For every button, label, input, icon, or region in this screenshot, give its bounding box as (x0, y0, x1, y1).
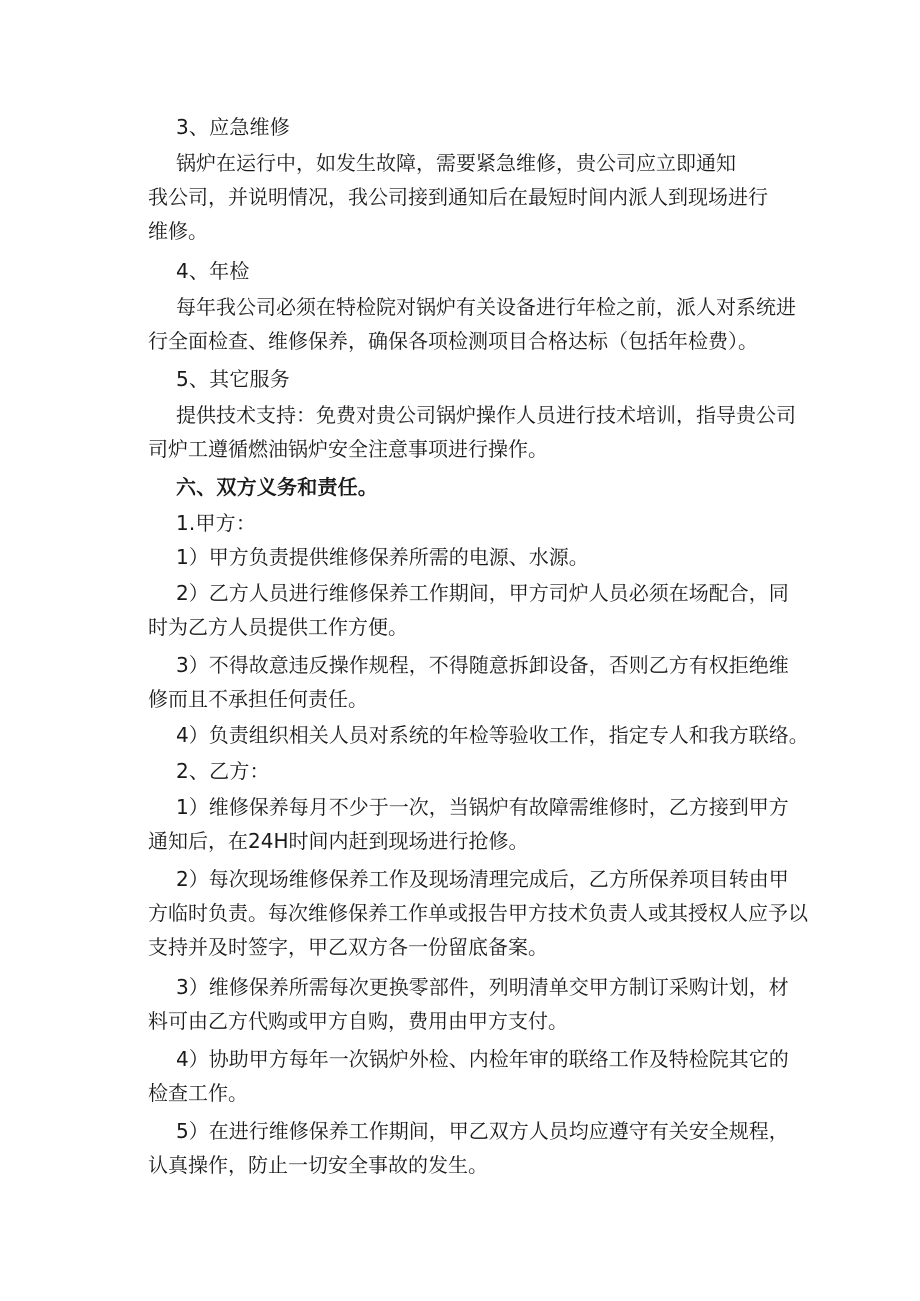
text-line: 2）乙方人员进行维修保养工作期间，甲方司炉人员必须在场配合，同 (176, 581, 789, 605)
text-line: 料可由乙方代购或甲方自购，费用由甲方支付。 (148, 1009, 568, 1033)
party-b-item-4 (148, 1042, 796, 1110)
party-b-heading: 2、乙方： (176, 759, 270, 783)
text-line: 维修。 (148, 219, 208, 243)
text-line: 检查工作。 (148, 1081, 248, 1105)
party-b-item-2 (148, 862, 808, 964)
party-b-item-3 (148, 970, 796, 1038)
text-line: 认真操作，防止一切安全事故的发生。 (148, 1153, 488, 1177)
text-line: 5）在进行维修保养工作期间，甲乙双方人员均应遵守有关安全规程， (176, 1119, 789, 1143)
section-heading-other-services: 5、其它服务 (176, 367, 290, 391)
text-line: 4）负责组织相关人员对系统的年检等验收工作，指定专人和我方联络。 (176, 723, 809, 747)
text-line: 方临时负责。每次维修保养工作单或报告甲方技术负责人或其授权人应予以 (148, 901, 808, 925)
text-line: 3）维修保养所需每次更换零部件，列明清单交甲方制订采购计划，材 (176, 975, 789, 999)
section-heading-annual-inspection: 4、年检 (176, 259, 250, 283)
text-line: 锅炉在运行中，如发生故障，需要紧急维修，贵公司应立即通知 (176, 151, 736, 175)
text-line: 行全面检查、维修保养，确保各项检测项目合格达标（包括年检费）。 (148, 329, 758, 353)
party-a-item-3 (148, 648, 796, 716)
text-line: 3）不得故意违反操作规程，不得随意拆卸设备，否则乙方有权拒绝维 (176, 653, 789, 677)
section-body-annual-inspection (148, 290, 796, 358)
text-line: 1）维修保养每月不少于一次，当锅炉有故障需维修时，乙方接到甲方 (176, 795, 789, 819)
text-line: 1）甲方负责提供维修保养所需的电源、水源。 (176, 545, 589, 569)
text-line: 4）协助甲方每年一次锅炉外检、内检年审的联络工作及特检院其它的 (176, 1047, 789, 1071)
party-b-item-1 (148, 790, 796, 858)
text-line: 提供技术支持：免费对贵公司锅炉操作人员进行技术培训，指导贵公司 (176, 403, 796, 427)
text-line: 我公司，并说明情况，我公司接到通知后在最短时间内派人到现场进行 (148, 185, 768, 209)
text-line: 修而且不承担任何责任。 (148, 687, 368, 711)
text-line: 司炉工遵循燃油锅炉安全注意事项进行操作。 (148, 437, 548, 461)
text-line: 支持并及时签字，甲乙双方各一份留底备案。 (148, 935, 548, 959)
section-body-emergency-repair (148, 146, 796, 248)
party-a-item-2 (148, 576, 796, 644)
section-body-other-services (148, 398, 796, 466)
text-line: 每年我公司必须在特检院对锅炉有关设备进行年检之前，派人对系统进 (176, 295, 796, 319)
party-a-item-1 (176, 540, 796, 574)
party-a-item-4 (176, 718, 809, 752)
party-b-item-5 (148, 1114, 796, 1182)
text-line: 时为乙方人员提供工作方便。 (148, 615, 408, 639)
section-heading-emergency-repair: 3、应急维修 (176, 115, 290, 139)
party-a-heading: 1.甲方： (176, 511, 257, 535)
text-line: 2）每次现场维修保养工作及现场清理完成后，乙方所保养项目转由甲 (176, 867, 789, 891)
section-heading-obligations: 六、双方义务和责任。 (176, 475, 378, 499)
text-line: 通知后，在24H时间内赶到现场进行抢修。 (148, 829, 529, 853)
